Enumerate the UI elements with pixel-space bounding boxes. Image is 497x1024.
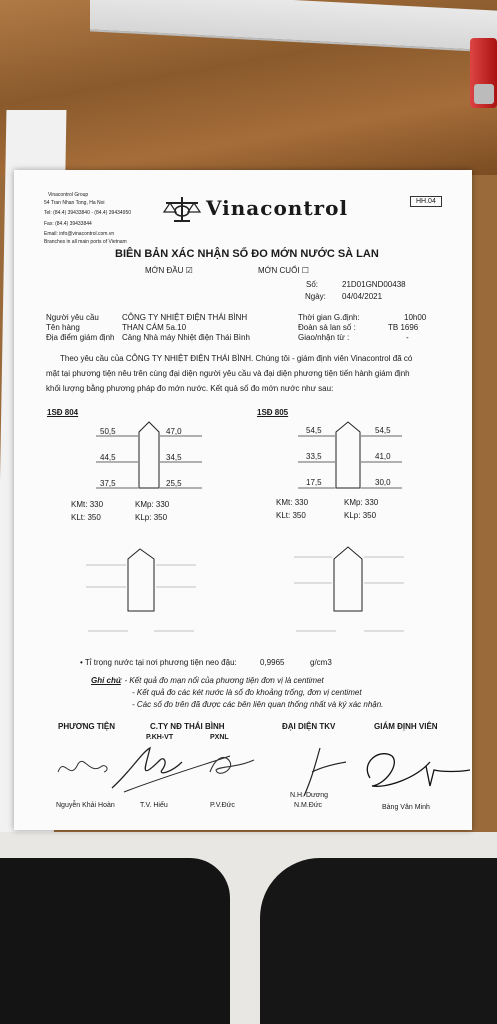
- barge2-right-2: 41,0: [375, 452, 391, 461]
- sig-plant-title: C.TY NĐ THÁI BÌNH: [150, 722, 225, 731]
- company-address: 54 Tran Nhan Tong, Ha Noi: [44, 200, 105, 206]
- delivery-label: Giao/nhận từ :: [298, 333, 350, 342]
- company-fax: Fax: (84.4) 39433844: [44, 221, 92, 227]
- document-title: BIÊN BẢN XÁC NHẬN SỐ ĐO MỚN NƯỚC SÀ LAN: [115, 248, 379, 260]
- barge2-kmp: KMp: 330: [344, 498, 379, 507]
- handwritten-signatures: [50, 742, 470, 802]
- lighter-cap: [474, 84, 494, 104]
- company-group: Vinacontrol Group: [48, 192, 89, 198]
- sig-name-inspector: Bàng Văn Minh: [382, 804, 430, 811]
- goods-label: Tên hàng: [46, 323, 80, 332]
- ngay-label: Ngày:: [305, 292, 326, 301]
- density-unit: g/cm3: [310, 658, 332, 667]
- form-code: HH.04: [410, 196, 442, 207]
- barge2-left-2: 33,5: [306, 452, 322, 461]
- barge2-klt: KLt: 350: [276, 511, 306, 520]
- empty-diagram-right: [292, 543, 422, 635]
- sig-name-kh: T.V. Hiếu: [140, 802, 168, 809]
- barge2-right-3: 30,0: [375, 478, 391, 487]
- dark-object-right: [260, 858, 497, 1024]
- density-value: 0,9965: [260, 658, 285, 667]
- empty-diagram-left: [84, 545, 214, 635]
- sig-tkv-title: ĐẠI DIỆN TKV: [282, 722, 336, 731]
- barge1-name: 1SĐ 804: [47, 408, 79, 417]
- barge2-left-3: 17,5: [306, 478, 322, 487]
- sig-name-px: P.V.Đức: [210, 802, 235, 809]
- barge1-left-3: 37,5: [100, 479, 116, 488]
- sig-plant-sub2: PXNL: [210, 734, 229, 741]
- company-tel: Tel: (84.4) 39433840 - (84.4) 39434950: [44, 210, 132, 216]
- goods-value: THAN CÁM 5a.10: [122, 323, 187, 332]
- sig-plant-sub1: P.KH-VT: [146, 734, 174, 741]
- dark-object-left: [0, 858, 230, 1024]
- barge2-name: 1SĐ 805: [257, 408, 289, 417]
- sig-name-tkv1: N.H. Dương: [290, 792, 329, 799]
- barge1-right-1: 47,0: [166, 427, 182, 436]
- time-label: Thời gian G.định:: [298, 313, 360, 322]
- sig-name-tkv2: N.M.Đức: [294, 802, 323, 809]
- barge1-kmp: KMp: 330: [135, 500, 170, 509]
- intro-line-1: Theo yêu cầu của CÔNG TY NHIỆT ĐIỆN THÁI BÌNH. Chúng tôi - giám định viên Vinacontrol đã có: [60, 354, 413, 363]
- barge1-left-2: 44,5: [100, 453, 116, 462]
- document-page: [14, 170, 472, 830]
- intro-line-2: mặt tại phương tiện nêu trên cùng đại diện người yêu cầu và đại diện phương tiện tiến hành giám định: [46, 369, 410, 378]
- barge2-klp: KLp: 350: [344, 511, 377, 520]
- requester-value: CÔNG TY NHIỆT ĐIỆN THÁI BÌNH: [122, 313, 248, 322]
- barge1-kmt: KMt: 330: [71, 500, 104, 509]
- place-label: Địa điểm giám định: [46, 333, 115, 342]
- draft-end: MỚN CUỐI ☐: [258, 266, 309, 275]
- barges-label: Đoàn sà lan số :: [298, 323, 356, 332]
- barge2-left-1: 54,5: [306, 426, 322, 435]
- company-email: Email: info@vinacontrol.com.vn: [44, 231, 115, 237]
- density-label: • Tỉ trọng nước tại nơi phương tiện neo đậu:: [80, 658, 237, 667]
- delivery-value: -: [406, 333, 409, 342]
- barge1-right-3: 25,5: [166, 479, 182, 488]
- barge1-left-1: 50,5: [100, 427, 116, 436]
- barge2-kmt: KMt: 330: [276, 498, 309, 507]
- barge2-right-1: 54,5: [375, 426, 391, 435]
- notes-line-3: - Các số đo trên đã được các bên liên quan thống nhất và ký xác nhận.: [132, 700, 384, 709]
- barge1-klt: KLt: 350: [71, 513, 101, 522]
- time-value: 10h00: [404, 313, 427, 322]
- barge1-right-2: 34,5: [166, 453, 182, 462]
- barges-value: TB 1696: [388, 323, 419, 332]
- ngay-value: 04/04/2021: [342, 292, 383, 301]
- requester-label: Người yêu cầu: [46, 313, 99, 322]
- sig-vessel-title: PHƯƠNG TIỆN: [58, 722, 116, 731]
- sig-inspector-title: GIÁM ĐỊNH VIÊN: [374, 722, 438, 731]
- sig-name-vessel: Nguyễn Khải Hoàn: [56, 802, 115, 809]
- place-value: Cảng Nhà máy Nhiệt điện Thái Bình: [122, 333, 250, 342]
- scales-logo-icon: [162, 194, 202, 224]
- so-label: Số:: [306, 280, 319, 289]
- notes-line-2: - Kết quả đo các két nước là số đo khoảng trống, đơn vị centimet: [132, 688, 362, 697]
- notes-label: Ghi chú: [91, 676, 121, 685]
- company-branches: Branches in all main ports of Vietnam: [44, 239, 127, 245]
- barge1-klp: KLp: 350: [135, 513, 168, 522]
- draft-start: MỚN ĐẦU ☑: [145, 266, 193, 275]
- notes-line-1: : - Kết quả đo mạn nổi của phương tiện đơn vị là centimet: [120, 676, 324, 685]
- so-value: 21D01GND00438: [342, 280, 406, 289]
- brand-name: Vinacontrol: [206, 196, 349, 220]
- intro-line-3: khối lượng bằng phương pháp đo mớn nước. Kết quả số đo mớn nước như sau:: [46, 384, 334, 393]
